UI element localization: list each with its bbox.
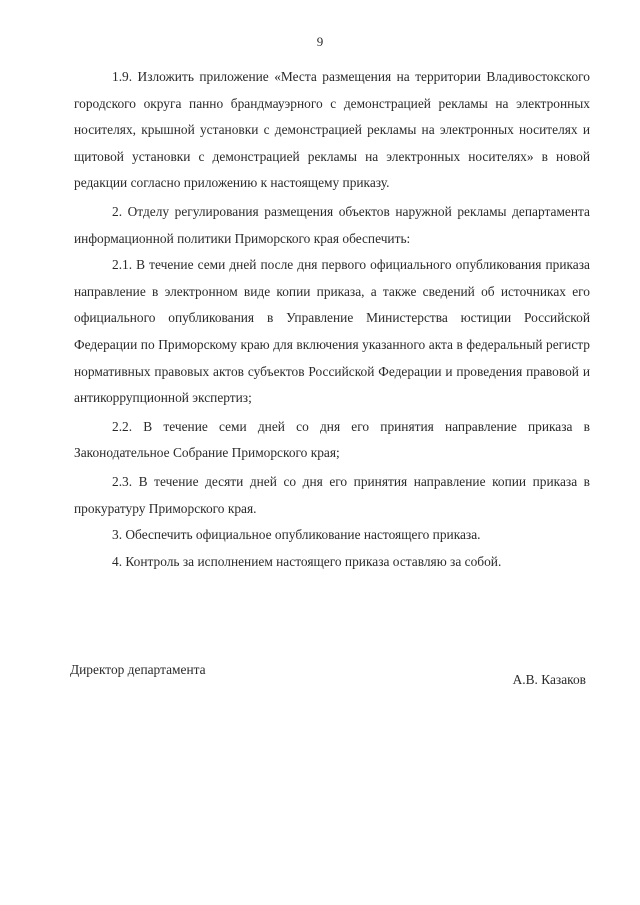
signature-role: Директор департамента: [70, 662, 206, 677]
signature-name: А.В. Казаков: [512, 672, 586, 687]
paragraph-1-9: 1.9. Изложить приложение «Места размещения на территории Владивостокского городского округа панно брандмауэрного с демонстрацией рекламы на электронных носителях, крышной установки с демонстрацией рекламы на электронных носителях и щитовой установки с демонстрацией рекламы на электронных носителях» в новой редакции согласно приложению к настоящему приказу.: [74, 69, 590, 191]
paragraph-4: 4. Контроль за исполнением настоящего приказа оставляю за собой.: [112, 553, 502, 569]
paragraph-2-2: 2.2. В течение семи дней со дня его принятия направление приказа в Законодательное Собрание Приморского края;: [74, 418, 590, 461]
paragraph-2-1: 2.1. В течение семи дней после дня первого официального опубликования приказа направление в электронном виде копии приказа, а также сведений об источниках его официального опубликования в Управление Министерства юстиции Российской Федерации по Приморскому краю для включения указанного акта в федеральный регистр нормативных правовых актов субъектов Российской Федерации и проведения правовой и антикоррупционной экспертиз;: [74, 257, 590, 406]
paragraph-3: 3. Обеспечить официальное опубликование настоящего приказа.: [112, 527, 481, 543]
document-body: [74, 64, 590, 575]
page-number: 9: [316, 34, 324, 49]
paragraph-2: 2. Отделу регулирования размещения объектов наружной рекламы департамента информационной политики Приморского края обеспечить:: [74, 203, 590, 246]
paragraph-2-3: 2.3. В течение десяти дней со дня его принятия направление копии приказа в прокуратуру Приморского края.: [74, 473, 590, 516]
